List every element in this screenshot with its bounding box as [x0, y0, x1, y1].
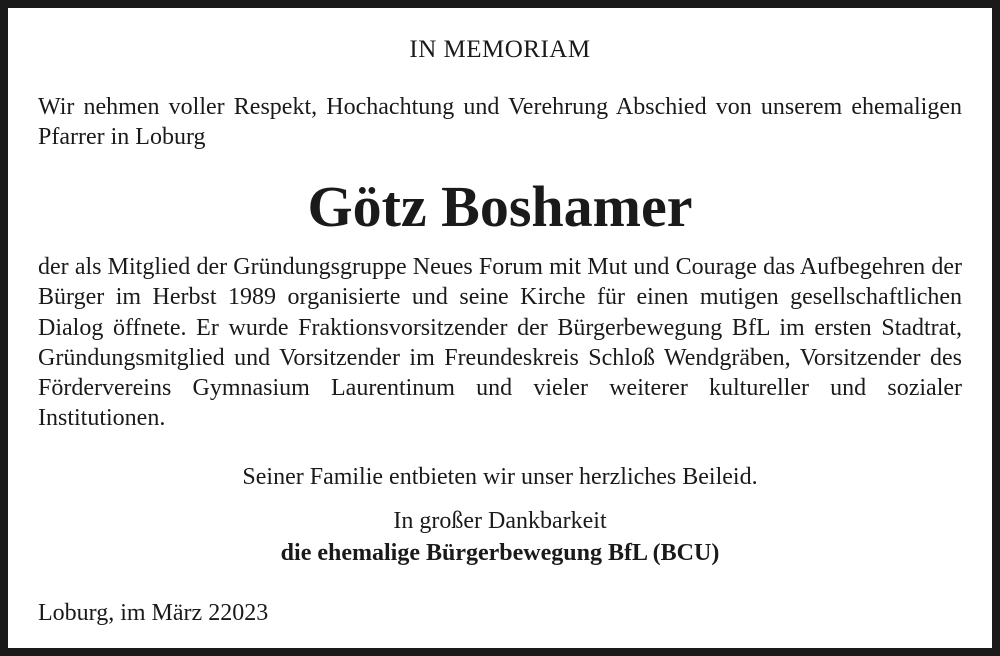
gratitude-line: In großer Dankbarkeit	[393, 508, 607, 534]
signatory: die ehemalige Bürgerbewegung BfL (BCU)	[280, 540, 720, 566]
tribute-paragraph: der als Mitglied der Gründungsgruppe Neues Forum mit Mut und Courage das Aufbegehren der Bürger im Herbst 1989 organisierte und seine Kirche für einen mutigen gesellschaftlichen Dialog öffnete. Er wurde Fraktionsvorsitzender der Bürgerbewegung BfL im ersten Stadtrat, Gründungsmitglied und Vorsitzender im Freundeskreis Schloß Wendgräben, Vorsitzender des Fördervereins Gymnasium Laurentinum und vieler weiterer kultureller und sozialer Institutionen.	[38, 254, 962, 432]
notice-heading: IN MEMORIAM	[409, 36, 591, 63]
deceased-name: Götz Boshamer	[307, 174, 693, 239]
place-and-date: Loburg, im März 22023	[38, 600, 269, 626]
notice-content	[38, 8, 962, 648]
intro-paragraph: Wir nehmen voller Respekt, Hochachtung und Verehrung Abschied von unserem ehemaligen Pfarrer in Loburg	[38, 94, 962, 150]
condolence-line: Seiner Familie entbieten wir unser herzliches Beileid.	[242, 464, 758, 490]
